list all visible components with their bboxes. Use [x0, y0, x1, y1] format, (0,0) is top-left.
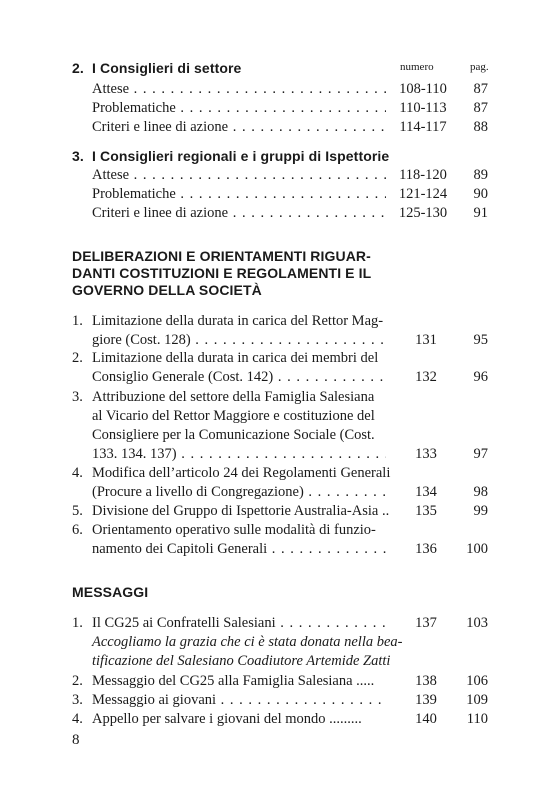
item-number: 5. [72, 503, 83, 519]
toc-number: 125-130 [398, 205, 448, 221]
section-heading-consiglieri-regionali [72, 148, 389, 165]
toc-row: Problematiche . . . [92, 185, 386, 204]
messaggi-heading: MESSAGGI [72, 584, 149, 600]
toc-page: 96 [473, 369, 488, 385]
toc-number: 121-124 [398, 186, 448, 202]
item-text-line: Modifica dell’articolo 24 dei Regolamenti Generali [92, 465, 391, 481]
item-italic-line: tificazione del Salesiano Coadiutore Artemide Zatti [92, 653, 391, 669]
toc-page: 97 [473, 446, 488, 462]
item-text-line: Il CG25 ai Confratelli Salesiani . . . [92, 614, 386, 633]
toc-number: 135 [415, 503, 437, 519]
item-number: 2. [72, 673, 83, 689]
item-number: 3. [72, 692, 83, 708]
page-number: 8 [72, 732, 80, 748]
column-header-pag: pag. [470, 61, 489, 73]
toc-page: 100 [466, 541, 488, 557]
toc-page: 89 [473, 167, 488, 183]
toc-page: 95 [473, 332, 488, 348]
toc-row: Criteri e linee di azione . . . [92, 204, 386, 223]
toc-number: 136 [415, 541, 437, 557]
section-title: I Consiglieri regionali e i gruppi di Ispettorie [92, 148, 390, 164]
item-text-line: Messaggio ai giovani . . . [92, 691, 386, 710]
column-header-numero: numero [400, 61, 434, 73]
item-text-line: giore (Cost. 128) . . . [92, 331, 386, 350]
item-text-line: Attribuzione del settore della Famiglia Salesiana [92, 389, 375, 405]
toc-page: 87 [473, 100, 488, 116]
toc-page: 110 [466, 711, 488, 727]
section-number: 3. [72, 148, 84, 164]
toc-page: 99 [473, 503, 488, 519]
item-number: 2. [72, 350, 83, 366]
item-text-line: Limitazione della durata in carica dei membri del [92, 350, 379, 366]
item-number: 1. [72, 615, 83, 631]
item-number: 4. [72, 711, 83, 727]
toc-page: 87 [473, 81, 488, 97]
toc-page: 88 [473, 119, 488, 135]
item-number: 4. [72, 465, 83, 481]
item-number: 6. [72, 522, 83, 538]
toc-page: 109 [466, 692, 488, 708]
toc-page: 91 [473, 205, 488, 221]
deliberazioni-heading-line-2: DANTI COSTITUZIONI E REGOLAMENTI E IL [72, 265, 372, 281]
toc-number: 140 [415, 711, 437, 727]
section-title: I Consiglieri di settore [92, 60, 242, 76]
item-number: 3. [72, 389, 83, 405]
deliberazioni-heading-line-1: DELIBERAZIONI E ORIENTAMENTI RIGUAR- [72, 248, 371, 264]
item-number: 1. [72, 313, 83, 329]
deliberazioni-heading-line-3: GOVERNO DELLA SOCIETÀ [72, 282, 262, 298]
item-text-line: (Procure a livello di Congregazione) . . . [92, 483, 386, 502]
item-text-line: Messaggio del CG25 alla Famiglia Salesiana ..... [92, 673, 375, 689]
toc-number: 108-110 [399, 81, 447, 97]
toc-page: 106 [466, 673, 488, 689]
toc-number: 110-113 [399, 100, 447, 116]
toc-row: Problematiche . . . [92, 99, 386, 118]
toc-number: 133 [415, 446, 437, 462]
section-heading-consiglieri-settore [72, 60, 241, 77]
item-text-line: Consiglio Generale (Cost. 142) . . . [92, 368, 386, 387]
toc-row: Attese . . . [92, 166, 386, 185]
toc-page: 98 [473, 484, 488, 500]
toc-page: 103 [466, 615, 488, 631]
item-italic-line: Accogliamo la grazia che ci è stata donata nella bea- [92, 634, 403, 650]
item-text-line: Limitazione della durata in carica del Rettor Mag- [92, 313, 384, 329]
toc-number: 139 [415, 692, 437, 708]
section-number: 2. [72, 60, 84, 76]
toc-number: 134 [415, 484, 437, 500]
toc-page: 90 [473, 186, 488, 202]
toc-number: 114-117 [399, 119, 447, 135]
item-text-line: Appello per salvare i giovani del mondo ......... [92, 711, 362, 727]
item-text-line: Consigliere per la Comunicazione Sociale (Cost. [92, 427, 375, 443]
toc-number: 138 [415, 673, 437, 689]
toc-number: 131 [415, 332, 437, 348]
item-text-line: namento dei Capitoli Generali . . . [92, 540, 386, 559]
toc-number: 137 [415, 615, 437, 631]
item-text-line: al Vicario del Rettor Maggiore e costituzione del [92, 408, 375, 424]
toc-row: Attese . . . [92, 80, 386, 99]
toc-number: 118-120 [399, 167, 447, 183]
toc-row: Criteri e linee di azione . . . [92, 118, 386, 137]
item-text-line: Orientamento operativo sulle modalità di funzio- [92, 522, 376, 538]
toc-number: 132 [415, 369, 437, 385]
item-text-line: 133. 134. 137) . . . [92, 445, 386, 464]
item-text-line: Divisione del Gruppo di Ispettorie Australia-Asia .. [92, 503, 390, 519]
